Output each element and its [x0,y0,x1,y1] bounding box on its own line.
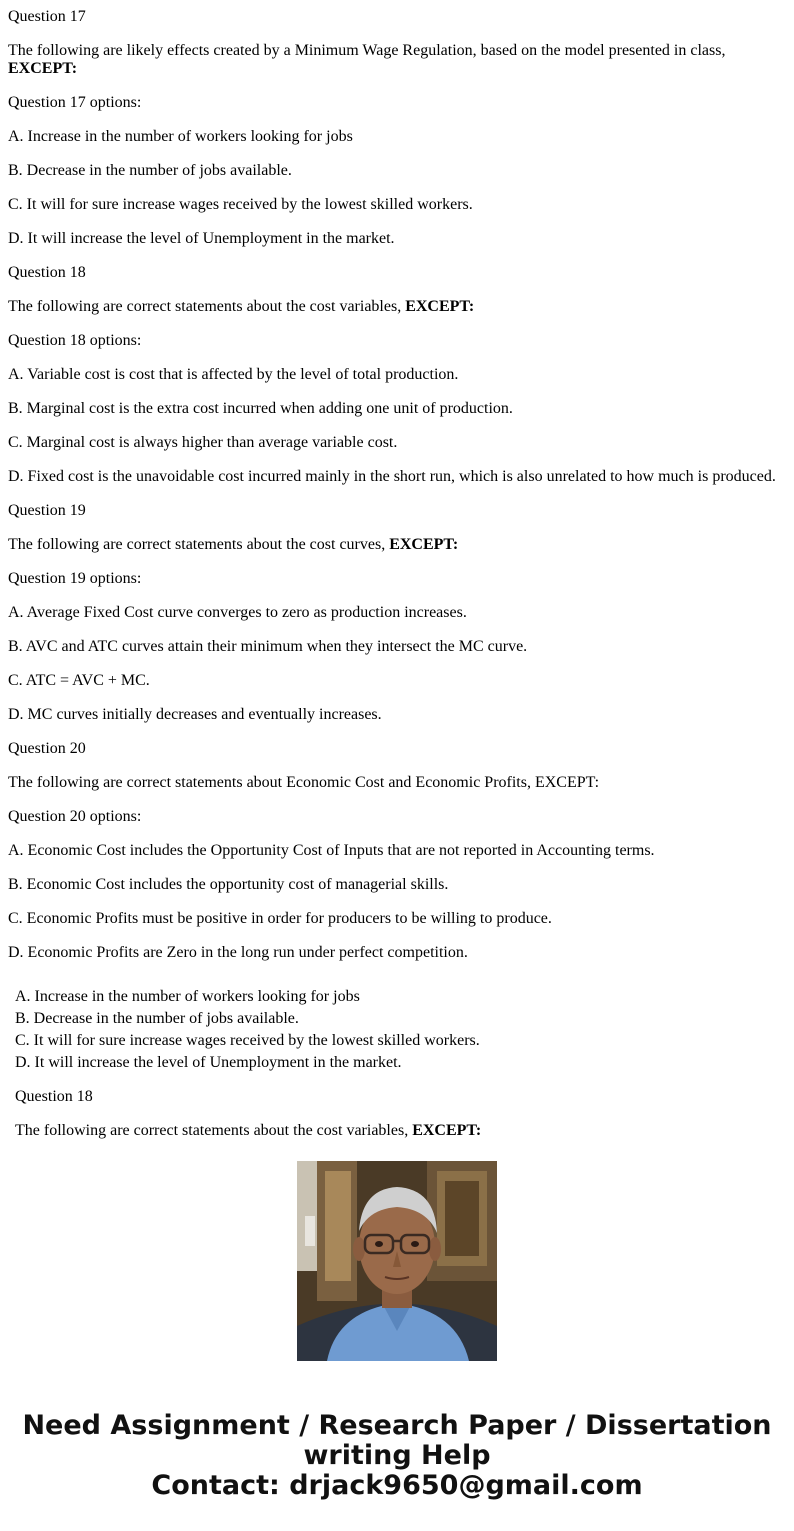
options-label: Question 20 options: [8,808,142,825]
question-stem: The following are correct statements about Economic Cost and Economic Profits, EXCEPT: [8,774,600,791]
except-label: EXCEPT: [8,60,78,77]
excerpt-options [8,986,786,1074]
excerpt-question-title: Question 18 [15,1088,93,1105]
question-title: Question 20 [8,740,86,757]
option: C. Economic Profits must be positive in order for producers to be willing to produce. [8,910,552,927]
question-title: Question 18 [8,264,86,281]
option: A. Average Fixed Cost curve converges to zero as production increases. [8,604,467,621]
option: C. Marginal cost is always higher than average variable cost. [8,434,398,451]
question-stem: The following are correct statements about the cost curves, EXCEPT: [8,536,459,553]
excerpt-box [8,986,786,1139]
option: B. Economic Cost includes the opportunity cost of managerial skills. [8,876,449,893]
options-label: Question 17 options: [8,94,142,111]
option: D. Fixed cost is the unavoidable cost incurred mainly in the short run, which is also unrelated to how much is produced. [8,468,776,485]
banner-line: Need Assignment / Research Paper / Dissertation [22,1410,772,1441]
option: B. AVC and ATC curves attain their minimum when they intersect the MC curve. [8,638,528,655]
avatar [297,1161,497,1361]
option: D. It will increase the level of Unemployment in the market. [8,230,395,247]
question-stem: The following are correct statements about the cost variables, EXCEPT: [8,298,475,315]
option: D. Economic Profits are Zero in the long run under perfect competition. [8,944,468,961]
option: C. It will for sure increase wages received by the lowest skilled workers. [8,196,473,213]
question-stem: The following are likely effects created by a Minimum Wage Regulation, based on the model presented in class, EXCEPT: [8,42,726,77]
option: A. Economic Cost includes the Opportunity Cost of Inputs that are not reported in Accounting terms. [8,842,655,859]
excerpt-option: A. Increase in the number of workers looking for jobs [15,988,360,1005]
option: A. Increase in the number of workers looking for jobs [8,128,353,145]
excerpt-option: D. It will increase the level of Unemployment in the market. [15,1054,402,1071]
question-title: Question 17 [8,8,86,25]
excerpt-option: C. It will for sure increase wages received by the lowest skilled workers. [15,1032,480,1049]
contact-banner [0,1411,794,1501]
option: C. ATC = AVC + MC. [8,672,150,689]
excerpt-option: B. Decrease in the number of jobs available. [15,1010,299,1027]
option: A. Variable cost is cost that is affected by the level of total production. [8,366,459,383]
option: B. Decrease in the number of jobs available. [8,162,292,179]
options-label: Question 19 options: [8,570,142,587]
avatar-portrait-image [297,1161,497,1361]
options-label: Question 18 options: [8,332,142,349]
banner-line: writing Help [303,1440,491,1471]
except-label: EXCEPT: [405,298,475,315]
option: B. Marginal cost is the extra cost incurred when adding one unit of production. [8,400,513,417]
excerpt-question-stem: The following are correct statements about the cost variables, EXCEPT: [15,1122,482,1139]
document-body [0,8,794,962]
except-label: EXCEPT: [389,536,459,553]
question-title: Question 19 [8,502,86,519]
option: D. MC curves initially decreases and eventually increases. [8,706,382,723]
contact-email: Contact: drjack9650@gmail.com [151,1470,643,1501]
